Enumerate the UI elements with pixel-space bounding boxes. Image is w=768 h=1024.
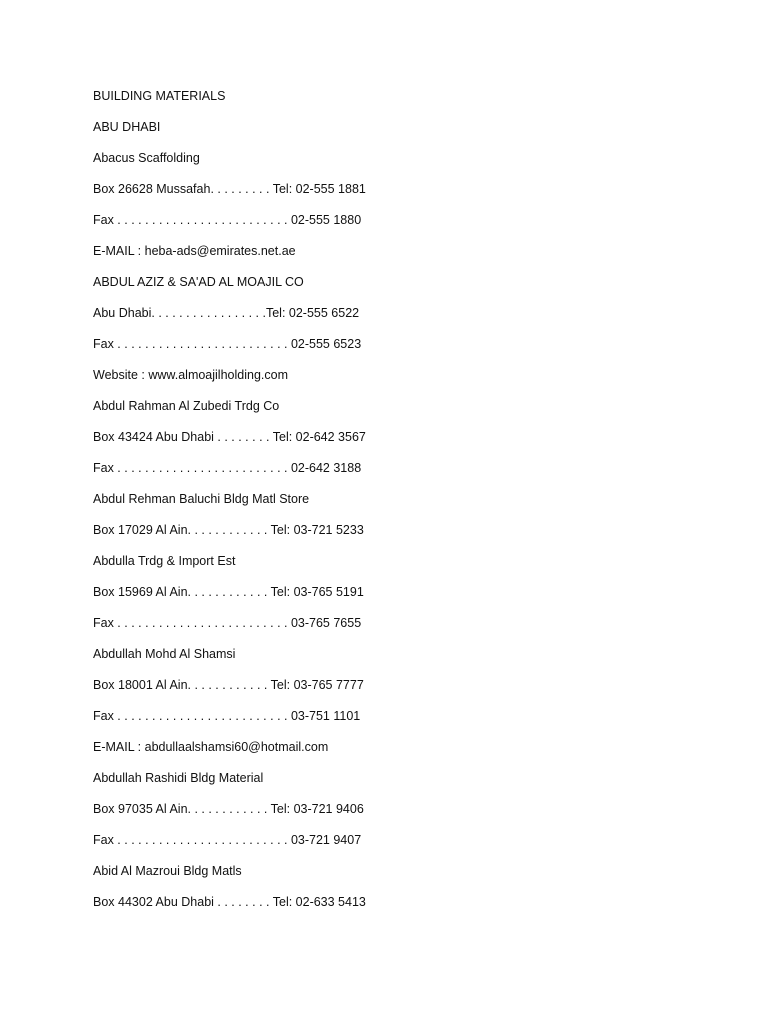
company-name: Abdulla Trdg & Import Est: [93, 554, 236, 568]
company-name: Abdul Rahman Al Zubedi Trdg Co: [93, 399, 280, 413]
company-name: ABDUL AZIZ & SA'AD AL MOAJIL CO: [93, 275, 304, 289]
address-phone-line: Abu Dhabi. . . . . . . . . . . . . . . . .Tel: 02-555 6522: [93, 306, 360, 320]
address-phone-line: Box 44302 Abu Dhabi . . . . . . . . Tel: 02-633 5413: [93, 895, 366, 909]
region-heading: ABU DHABI: [93, 120, 161, 134]
company-name: Abid Al Mazroui Bldg Matls: [93, 864, 242, 878]
website-line: Website : www.almoajilholding.com: [93, 368, 288, 382]
fax-line: Fax . . . . . . . . . . . . . . . . . . . . . . . . . 03-721 9407: [93, 833, 362, 847]
address-phone-line: Box 17029 Al Ain. . . . . . . . . . . . Tel: 03-721 5233: [93, 523, 364, 537]
email-line: E-MAIL : heba-ads@emirates.net.ae: [93, 244, 296, 258]
address-phone-line: Box 15969 Al Ain. . . . . . . . . . . . Tel: 03-765 5191: [93, 585, 364, 599]
section-heading: BUILDING MATERIALS: [93, 89, 226, 103]
fax-line: Fax . . . . . . . . . . . . . . . . . . . . . . . . . 02-642 3188: [93, 461, 362, 475]
company-name: Abdullah Mohd Al Shamsi: [93, 647, 236, 661]
address-phone-line: Box 43424 Abu Dhabi . . . . . . . . Tel: 02-642 3567: [93, 430, 366, 444]
address-phone-line: Box 18001 Al Ain. . . . . . . . . . . . Tel: 03-765 7777: [93, 678, 364, 692]
directory-listing: [93, 86, 733, 923]
company-name: Abdul Rehman Baluchi Bldg Matl Store: [93, 492, 310, 506]
company-name: Abacus Scaffolding: [93, 151, 200, 165]
fax-line: Fax . . . . . . . . . . . . . . . . . . . . . . . . . 02-555 1880: [93, 213, 362, 227]
address-phone-line: Box 26628 Mussafah. . . . . . . . . Tel: 02-555 1881: [93, 182, 366, 196]
fax-line: Fax . . . . . . . . . . . . . . . . . . . . . . . . . 03-765 7655: [93, 616, 362, 630]
email-line: E-MAIL : abdullaalshamsi60@hotmail.com: [93, 740, 329, 754]
fax-line: Fax . . . . . . . . . . . . . . . . . . . . . . . . . 03-751 1101: [93, 709, 361, 723]
company-name: Abdullah Rashidi Bldg Material: [93, 771, 264, 785]
address-phone-line: Box 97035 Al Ain. . . . . . . . . . . . Tel: 03-721 9406: [93, 802, 364, 816]
fax-line: Fax . . . . . . . . . . . . . . . . . . . . . . . . . 02-555 6523: [93, 337, 362, 351]
